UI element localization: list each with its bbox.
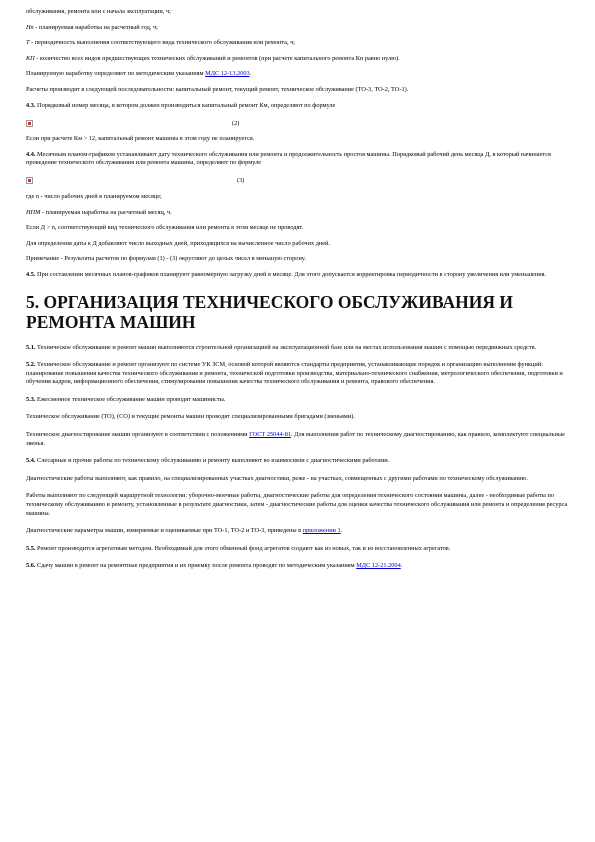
text: Диагностические параметры машин, измеряемые и оцениваемые при ТО-1, ТО-2 и ТО-3, приведены в xyxy=(26,527,303,535)
text: Сдачу машин в ремонт на ремонтные предприятия и их приемку после ремонта проводят по методическим указаниям xyxy=(35,562,357,570)
text: Работы выполняют по следующей маршрутной технологии: уборочно-моечные работы, диагностические работы для определения технического состояния машины, далее - необходимые работы по техническому обслуживанию и ремонту, установленные в результате диагностики, затем - диагностические работы для оценки качества технического обслуживания или ремонта и определения ресурса машины. xyxy=(26,492,568,517)
mds-12-13-link[interactable]: МДС 12-13.2003 xyxy=(205,70,250,78)
paragraph xyxy=(26,70,569,79)
paragraph xyxy=(26,492,569,518)
note-label: Примечание xyxy=(26,255,60,263)
clause-number: 4.5. xyxy=(26,270,36,278)
text: . xyxy=(340,527,343,535)
paragraph xyxy=(26,271,569,280)
text: Слесарные и прочие работы по техническому обслуживанию и ремонту выполняют во взаимосвязи с диагностическими работами. xyxy=(35,457,390,465)
text: Диагностические работы выполняют, как правило, на специализированных участках диагностики, реже - на участках, совмещенных с другими работами по техническому обслуживанию. xyxy=(26,474,528,482)
paragraph xyxy=(26,135,569,144)
text: Техническое обслуживание и ремонт организуют по системе УК ЗСМ, основой которой являются стандарты предприятия, устанавливающие порядок и организацию выполнения функций: планирование повышения качества технического обслуживания и ремонта, технической подготовки производства, материально-технического снабжения, метрологического обеспечения, подготовки и обучения кадров, информационного обеспечения, стимулирования повышения качества технического обслуживания и ремонта, правового обеспечения. xyxy=(26,361,563,386)
clause-number: 5.3. xyxy=(26,395,36,403)
text: . xyxy=(400,562,403,570)
paragraph xyxy=(26,224,569,233)
paragraph xyxy=(26,240,569,249)
clause-number: 4.3. xyxy=(26,101,36,109)
text: Планируемую наработку определяют по методическим указаниям xyxy=(26,70,206,78)
section-heading: 5. ОРГАНИЗАЦИЯ ТЕХНИЧЕСКОГО ОБСЛУЖИВАНИЯ И РЕМОНТА МАШИН xyxy=(26,291,514,332)
gost-25044-link[interactable]: ГОСТ 25044-81 xyxy=(249,431,291,439)
paragraph xyxy=(26,396,569,405)
formula-3 xyxy=(26,175,569,187)
paragraph xyxy=(26,361,569,387)
text: обслуживания, ремонта или с начала эксплуатации, ч; xyxy=(26,8,171,15)
formula-image-icon xyxy=(26,177,33,184)
paragraph xyxy=(26,431,569,448)
text: Если Д > n, соответствующий вид технического обслуживания или ремонта в этом месяце не проводят. xyxy=(26,224,304,232)
text: Порядковый номер месяца, в котором должен производиться капитальный ремонт Км, определяют по формуле xyxy=(35,101,336,109)
paragraph xyxy=(26,209,569,218)
clause-number: 5.4. xyxy=(26,457,36,465)
variable: Т xyxy=(26,39,30,47)
text: - планируемая наработка на расчетный месяц, ч. xyxy=(40,208,172,216)
paragraph xyxy=(26,527,569,536)
clause-number: 5.6. xyxy=(26,562,36,570)
formula-image-icon xyxy=(26,120,33,127)
text: Техническое обслуживание и ремонт машин выполняются строительной организацией на эксплуатационной базе или на местах использования машин с помощью передвижных средств. xyxy=(35,343,537,351)
text: Ремонт производится агрегатным методом. Необходимый для этого обменный фонд агрегатов создают как из новых, так и из восстановленных агрегатов. xyxy=(35,544,451,552)
paragraph xyxy=(26,151,569,168)
text: . xyxy=(249,70,252,78)
paragraph xyxy=(26,562,569,571)
text: Если при расчете Км > 12, капитальный ремонт машины в этом году не планируется. xyxy=(26,135,255,143)
equation-number: (2) xyxy=(232,119,240,127)
clause-number: 5.2. xyxy=(26,361,36,369)
text: - планируемая наработка на расчетный год, ч; xyxy=(33,23,158,31)
paragraph xyxy=(26,193,569,202)
text: - периодичность выполнения соответствующего вида технического обслуживания или ремонта, ч; xyxy=(29,39,296,47)
paragraph xyxy=(26,55,569,64)
appendix-1-link[interactable]: приложении 1 xyxy=(302,527,341,535)
text: . Для выполнения работ по техническому диагностированию, как правило, комплектуют специальные звенья. xyxy=(26,431,565,447)
formula-2 xyxy=(26,117,569,129)
paragraph xyxy=(26,457,569,466)
paragraph xyxy=(26,413,569,422)
text: Расчеты производят в следующей последовательности: капитальный ремонт, текущий ремонт, техническое обслуживание (ТО-3, ТО-2, ТО-1). xyxy=(26,85,409,93)
paragraph xyxy=(26,545,569,554)
text: Техническое диагностирование машин организуют в соответствии с положениями xyxy=(26,431,250,439)
paragraph xyxy=(26,8,569,17)
text: Техническое обслуживание (ТО), (СО) и текущие ремонты машин проводят специализированными бригадами (звеньями). xyxy=(26,413,355,421)
text: где n - число рабочих дней в планируемом месяце; xyxy=(26,192,162,200)
equation-number: (3) xyxy=(237,177,245,185)
paragraph xyxy=(26,344,569,353)
variable: Нп xyxy=(26,23,34,31)
clause-number: 5.5. xyxy=(26,544,36,552)
text: - Результаты расчетов по формулам (1) - (3) округляют до целых чисел в меньшую сторону. xyxy=(59,255,306,263)
text: Для определения даты к Д добавляют число выходных дней, приходящихся на вычисленное число рабочих дней. xyxy=(26,239,331,247)
paragraph xyxy=(26,255,569,264)
variable: КП xyxy=(26,54,35,62)
paragraph xyxy=(26,39,569,48)
text: При составлении месячных планов-графиков планируют равномерную загрузку дней в месяце. Для этого допускается корректировка периодичности в сторону увеличения или уменьшения. xyxy=(35,270,547,278)
text: - количество всех видов предшествующих технических обслуживаний и ремонтов (при расчете капитального ремонта Кп равно нулю). xyxy=(34,54,400,62)
clause-number: 4.4. xyxy=(26,150,36,158)
paragraph xyxy=(26,475,569,484)
paragraph xyxy=(26,102,569,111)
mds-12-21-link[interactable]: МДС 12-21.2004 xyxy=(356,562,401,570)
text: Месячным планом-графиком устанавливают дату технического обслуживания или ремонта и продолжительность простоя машины. Порядковый рабочий день месяца Д, в который начинается проведение технического обслуживания или ремонта машины, определяют по формуле xyxy=(26,150,551,167)
paragraph xyxy=(26,86,569,95)
text: Ежесменное техническое обслуживание машин проводят машинисты. xyxy=(35,395,226,403)
clause-number: 5.1. xyxy=(26,343,36,351)
variable: НПМ xyxy=(26,208,41,216)
paragraph xyxy=(26,24,569,33)
